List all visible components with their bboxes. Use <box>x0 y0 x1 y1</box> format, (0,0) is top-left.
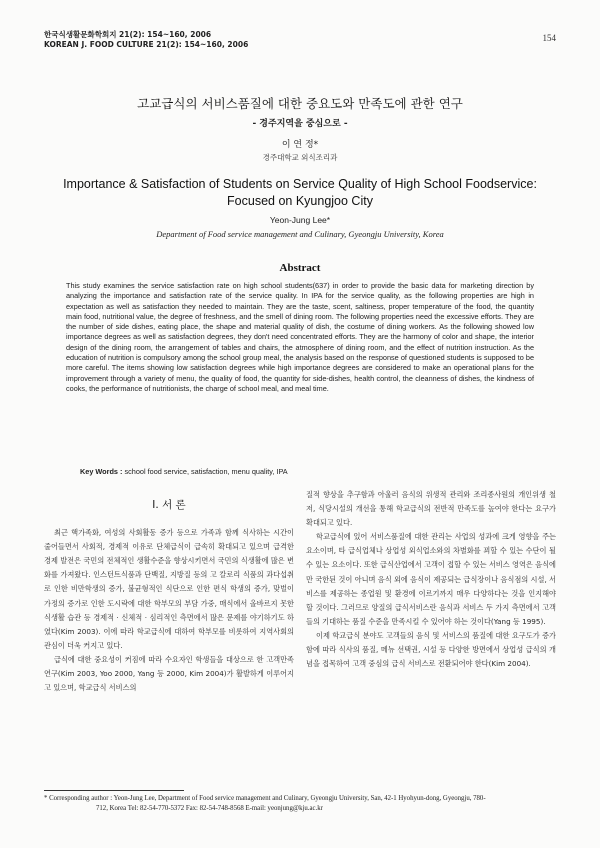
journal-header-korean: 한국식생활문화학회지 21(2): 154~160, 2006 <box>44 30 212 39</box>
left-column <box>44 488 294 695</box>
left-paragraph-2: 급식에 대한 중요성이 커짐에 따라 수요자인 학생들을 대상으로 한 고객만족 연구(Kim 2003, Yoo 2000, Yang 등 2000, Kim 2004)가 활발하게 이루어지고 있으며, 학교급식 서비스의 <box>44 654 294 693</box>
english-author: Yeon-Jung Lee* <box>269 215 331 225</box>
korean-subtitle: - 경주지역을 중심으로 - <box>252 119 348 129</box>
footnote-line2: 712, Korea Tel: 82-54-770-5372 Fax: 82-54-748-8568 E-mail: yeonjung@kju.ac.kr <box>96 805 323 812</box>
right-paragraph-2: 학교급식에 있어 서비스품질에 대한 관리는 사업의 성과에 크게 영향을 주는 요소이며, 타 급식업체나 상업성 외식업소와의 차별화를 꾀할 수 있는 수단이 될 수 있는 요소이다. 또한 급식산업에서 고객이 접할 수 있는 서비스 영역은 음식에만 국한된 것이 아니며 음식 외에 음식이 제공되는 급식장이나 음식점의 시설, 서비스를 제공하는 종업원 및 환경에 이르기까지 매우 다양하다는 것을 인지해야 할 것이다. 그러므로 양질의 급식서비스란 음식과 서비스 두 가지 측면에서 고객들의 기대하는 품질 수준을 만족시킬 수 있어야 하는 것이다(Yang 등 1995). <box>306 532 556 626</box>
right-paragraph-3: 이제 학교급식 분야도 고객들의 음식 및 서비스의 품질에 대한 요구도가 증가함에 따라 식사의 품질, 메뉴 선택권, 시설 등 다양한 방면에서 상업성 급식의 개념을 접목하여 고객 중심의 급식 서비스로 전환되어야 한다(Kim 2004). <box>306 630 556 669</box>
abstract-text: This study examines the service satisfaction rate on high school students(637) in order to provide the basic data for marketing direction by analyzing the importance and satisfaction rate of the service quality. In IPA for the service quality, as the following properties are high in expectation as well as satisfaction they needed to maintain. They are the taste, scent, saltiness, proper temperature of the food, the quantity main food, nutritional value, the degree of freshness, and the smell of dining room. The following properties need the excessive efforts. They are the number of side dishes, eating place, the shape and material quality of dish, the costume of dining workers. As the following showed low importance degrees as well as satisfaction degrees, they don't need concentrated efforts. They are the harmony of color and shape, the interior design of the dining room, the arrangement of tables and chairs, the atmosphere of dining room, and the effect of nutrition instruction. As the education of nutrition is compulsory among the school group meal, the analysis based on the response of questioned students is supposed to be more careful. The items showing low satisfaction degrees while high importance degrees are considered to make an operational plans for the improvement through a variety of menu, the quality of food, the quantity for side-dishes, health control, the cleanness of dishes, the kindness of cooks, the performance of nutritionists, the charge of school meal, and meal time. <box>66 281 534 393</box>
korean-title: 고교급식의 서비스품질에 대한 중요도와 만족도에 관한 연구 <box>137 96 463 111</box>
english-title <box>60 176 540 210</box>
right-column <box>306 488 556 671</box>
left-paragraph-1: 최근 핵가족화, 여성의 사회활동 증가 등으로 가족과 함께 식사하는 시간이 줄어들면서 사회적, 경제적 이유로 단체급식이 급속히 확대되고 있으며 급격한 경제 발전은 국민의 전체적인 생활수준을 향상시키면서 국민의 식생활에 많은 변화를 가져왔다. 인스턴트식품과 단백질, 지방질 등의 고 칼로리 식품의 과다섭취로 인한 비만학생의 증가, 불균형적인 식단으로 인한 편식 학생의 증가, 맞벌이 가정의 증가로 인한 도시락에 대한 학부모의 부담 가중, 매식에서 올바르지 못한 식생활 습관 등 경제적 · 신체적 · 심리적인 측면에서 많은 문제를 야기하기도 하였다(Kim 2003). 이에 따라 학교급식에 대하여 학부모를 비롯하여 지역사회의 관심이 더욱 커지고 있다. <box>44 528 294 650</box>
page-number: 154 <box>542 33 556 43</box>
keywords-list: school food service, satisfaction, menu quality, IPA <box>124 467 288 476</box>
right-paragraph-1: 질적 향상을 추구함과 아울러 음식의 위생적 관리와 조리종사원의 개인위생 철저, 식당시설의 개선을 통해 학교급식의 전반적 만족도를 높여야 한다는 요구가 확대되고 있다. <box>306 490 556 528</box>
journal-header-english: KOREAN J. FOOD CULTURE 21(2): 154~160, 2006 <box>44 40 249 49</box>
korean-affiliation: 경주대학교 외식조리과 <box>262 153 338 162</box>
english-title-line1: Importance & Satisfaction of Students on Service Quality of High School Foodservice: <box>63 177 537 191</box>
keywords <box>80 467 540 476</box>
journal-header <box>44 30 248 50</box>
keywords-label: Key Words : <box>80 467 123 476</box>
footnote <box>44 794 556 814</box>
abstract-heading: Abstract <box>279 262 321 274</box>
korean-author: 이 연 정* <box>281 140 319 150</box>
footnote-divider <box>44 790 184 791</box>
section-heading-introduction: I. 서 론 <box>152 499 186 511</box>
english-affiliation: Department of Food service management and Culinary, Gyeongju University, Korea <box>156 229 444 239</box>
english-title-line2: Focused on Kyungjoo City <box>227 194 373 208</box>
footnote-line1: * Corresponding author : Yeon-Jung Lee, Department of Food service management and Culinary, Gyeongju University, San, 42-1 Hyohyun-dong, Gyeongju, 780- <box>44 795 486 802</box>
